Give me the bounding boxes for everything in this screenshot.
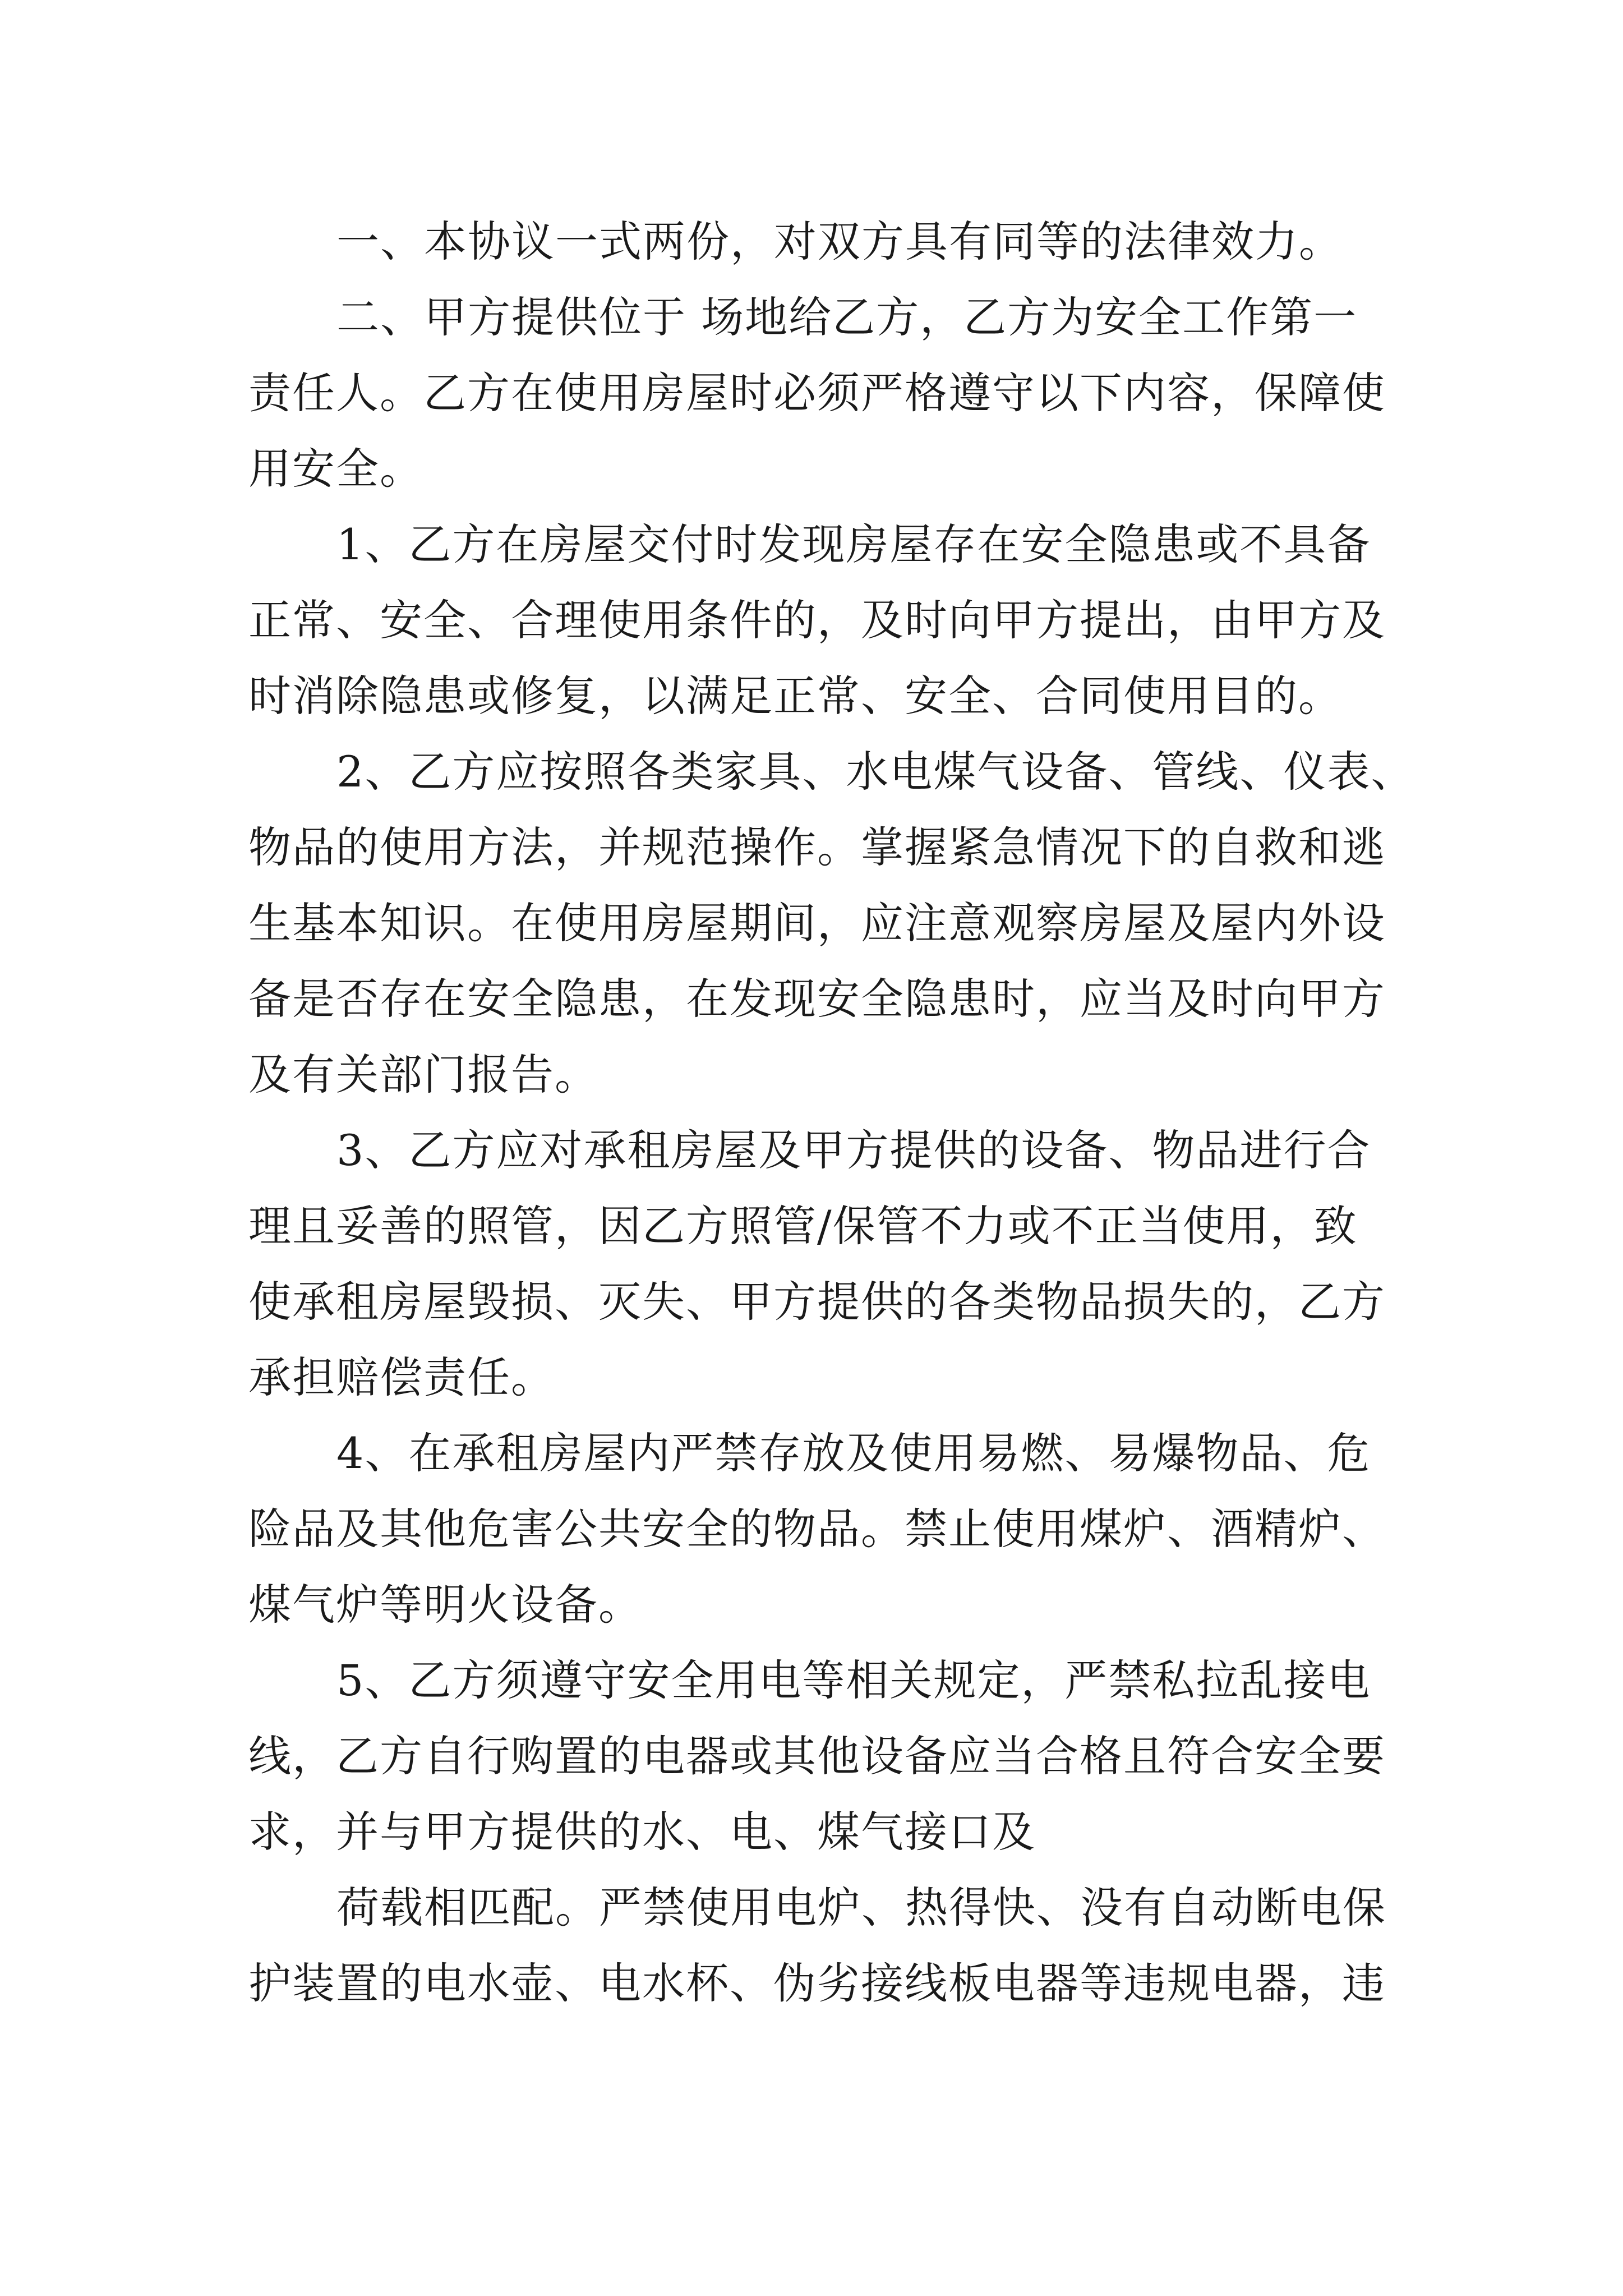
text-line: 时消除隐患或修复，以满足正常、安全、合同使用目的。 <box>248 671 1342 721</box>
text-line: 3、乙方应对承租房屋及甲方提供的设备、物品进行合 <box>336 1125 1371 1175</box>
text-line: 煤气炉等明火设备。 <box>248 1580 642 1630</box>
text-line: 5、乙方须遵守安全用电等相关规定，严禁私拉乱接电 <box>336 1655 1371 1705</box>
text-line: 备是否存在安全隐患，在发现安全隐患时，应当及时向甲方 <box>248 974 1386 1024</box>
text-line: 一、本协议一式两份，对双方具有同等的法律效力。 <box>336 217 1343 266</box>
text-line: 理且妥善的照管，因乙方照管/保管不力或不正当使用，致 <box>248 1201 1358 1251</box>
text-line: 生基本知识。在使用房屋期间，应注意观察房屋及屋内外设 <box>248 898 1386 948</box>
text-line: 承担赔偿责任。 <box>248 1352 555 1402</box>
text-line: 4、在承租房屋内严禁存放及使用易燃、易爆物品、危 <box>336 1428 1371 1478</box>
text-line: 险品及其他危害公共安全的物品。禁止使用煤炉、酒精炉、 <box>248 1504 1386 1554</box>
text-line: 及有关部门报告。 <box>248 1050 598 1099</box>
text-line: 求，并与甲方提供的水、电、煤气接口及 <box>248 1807 1036 1857</box>
text-line: 二、甲方提供位于 场地给乙方，乙方为安全工作第一 <box>336 292 1358 342</box>
text-line: 2、乙方应按照各类家具、水电煤气设备、管线、仪表、 <box>336 747 1415 797</box>
text-line: 正常、安全、合理使用条件的，及时向甲方提出，由甲方及 <box>248 595 1386 645</box>
text-line: 用安全。 <box>248 444 423 494</box>
text-line: 责任人。乙方在使用房屋时必须严格遵守以下内容，保障使 <box>248 368 1386 418</box>
text-line: 线，乙方自行购置的电器或其他设备应当合格且符合安全要 <box>248 1731 1386 1781</box>
text-line: 使承租房屋毁损、灭失、甲方提供的各类物品损失的，乙方 <box>248 1277 1386 1327</box>
text-line: 物品的使用方法，并规范操作。掌握紧急情况下的自救和逃 <box>248 822 1386 872</box>
text-line: 荷载相匹配。严禁使用电炉、热得快、没有自动断电保 <box>336 1883 1386 1932</box>
text-line: 1、乙方在房屋交付时发现房屋存在安全隐患或不具备 <box>336 519 1371 569</box>
text-line: 护装置的电水壶、电水杯、伪劣接线板电器等违规电器，违 <box>248 1958 1386 2008</box>
